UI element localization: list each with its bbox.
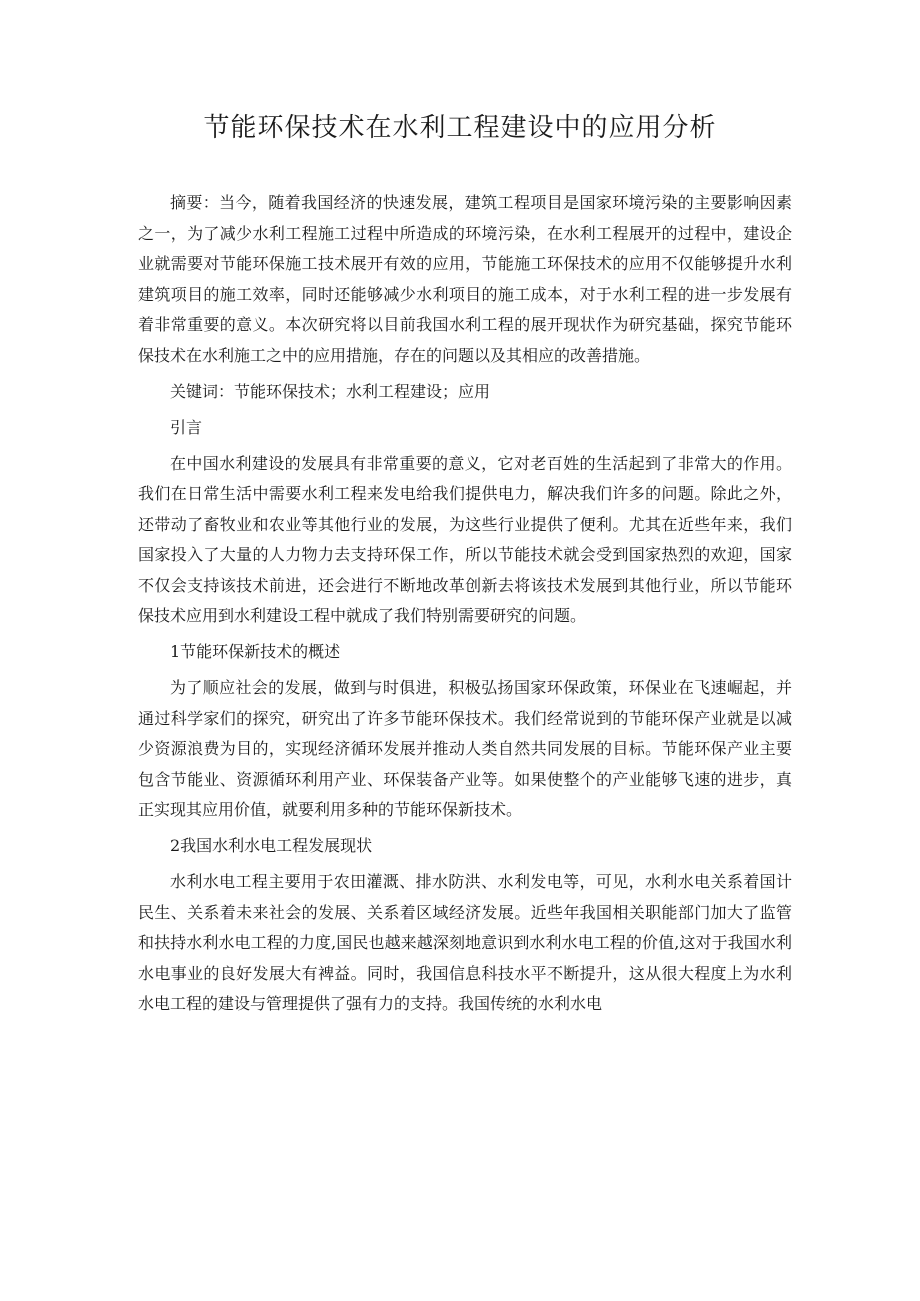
intro-heading: 引言 — [170, 417, 203, 437]
document-body — [138, 188, 792, 1025]
section1-paragraph: 为了顺应社会的发展，做到与时俱进，积极弘扬国家环保政策，环保业在飞速崛起，并通过科学家们的探究，研究出了许多节能环保技术。我们经常说到的节能环保产业就是以减少资源浪费为目的，实现经济循环发展并推动人类自然共同发展的目标。节能环保产业主要包含节能业、资源循环利用产业、环保装备产业等。如果使整个的产业能够飞速的进步，真正实现其应用价值，就要利用多种的节能环保新技术。 — [138, 678, 792, 819]
abstract-paragraph: 摘要：当今，随着我国经济的快速发展，建筑工程项目是国家环境污染的主要影响因素之一，为了减少水利工程施工过程中所造成的环境污染，在水利工程展开的过程中，建设企业就需要对节能环保施工技术展开有效的应用，节能施工环保技术的应用不仅能够提升水利建筑项目的施工效率，同时还能够减少水利项目的施工成本，对于水利工程的进一步发展有着非常重要的意义。本次研究将以目前我国水利工程的展开现状作为研究基础，探究节能环保技术在水利施工之中的应用措施，存在的问题以及其相应的改善措施。 — [138, 193, 792, 365]
keywords-paragraph: 关键词：节能环保技术；水利工程建设；应用 — [170, 381, 491, 401]
section2-paragraph: 水利水电工程主要用于农田灌溉、排水防洪、水利发电等，可见，水利水电关系着国计民生、关系着未来社会的发展、关系着区域经济发展。近些年我国相关职能部门加大了监管和扶持水利水电工程的力度,国民也越来越深刻地意识到水利水电工程的价值,这对于我国水利水电事业的良好发展大有裨益。同时，我国信息科技水平不断提升，这从很大程度上为水利水电工程的建设与管理提供了强有力的支持。我国传统的水利水电 — [138, 872, 792, 1013]
section2-heading: 2我国水利水电工程发展现状 — [170, 836, 373, 855]
intro-paragraph: 在中国水利建设的发展具有非常重要的意义，它对老百姓的生活起到了非常大的作用。我们在日常生活中需要水利工程来发电给我们提供电力，解决我们许多的问题。除此之外，还带动了畜牧业和农业等其他行业的发展，为这些行业提供了便利。尤其在近些年来，我们国家投入了大量的人力物力去支持环保工作，所以节能技术就会受到国家热烈的欢迎，国家不仅会支持该技术前进，还会进行不断地改革创新去将该技术发展到其他行业，所以节能环保技术应用到水利建设工程中就成了我们特别需要研究的问题。 — [138, 453, 792, 625]
page-title: 节能环保技术在水利工程建设中的应用分析 — [203, 113, 717, 143]
section1-heading: 1节能环保新技术的概述 — [170, 642, 341, 661]
